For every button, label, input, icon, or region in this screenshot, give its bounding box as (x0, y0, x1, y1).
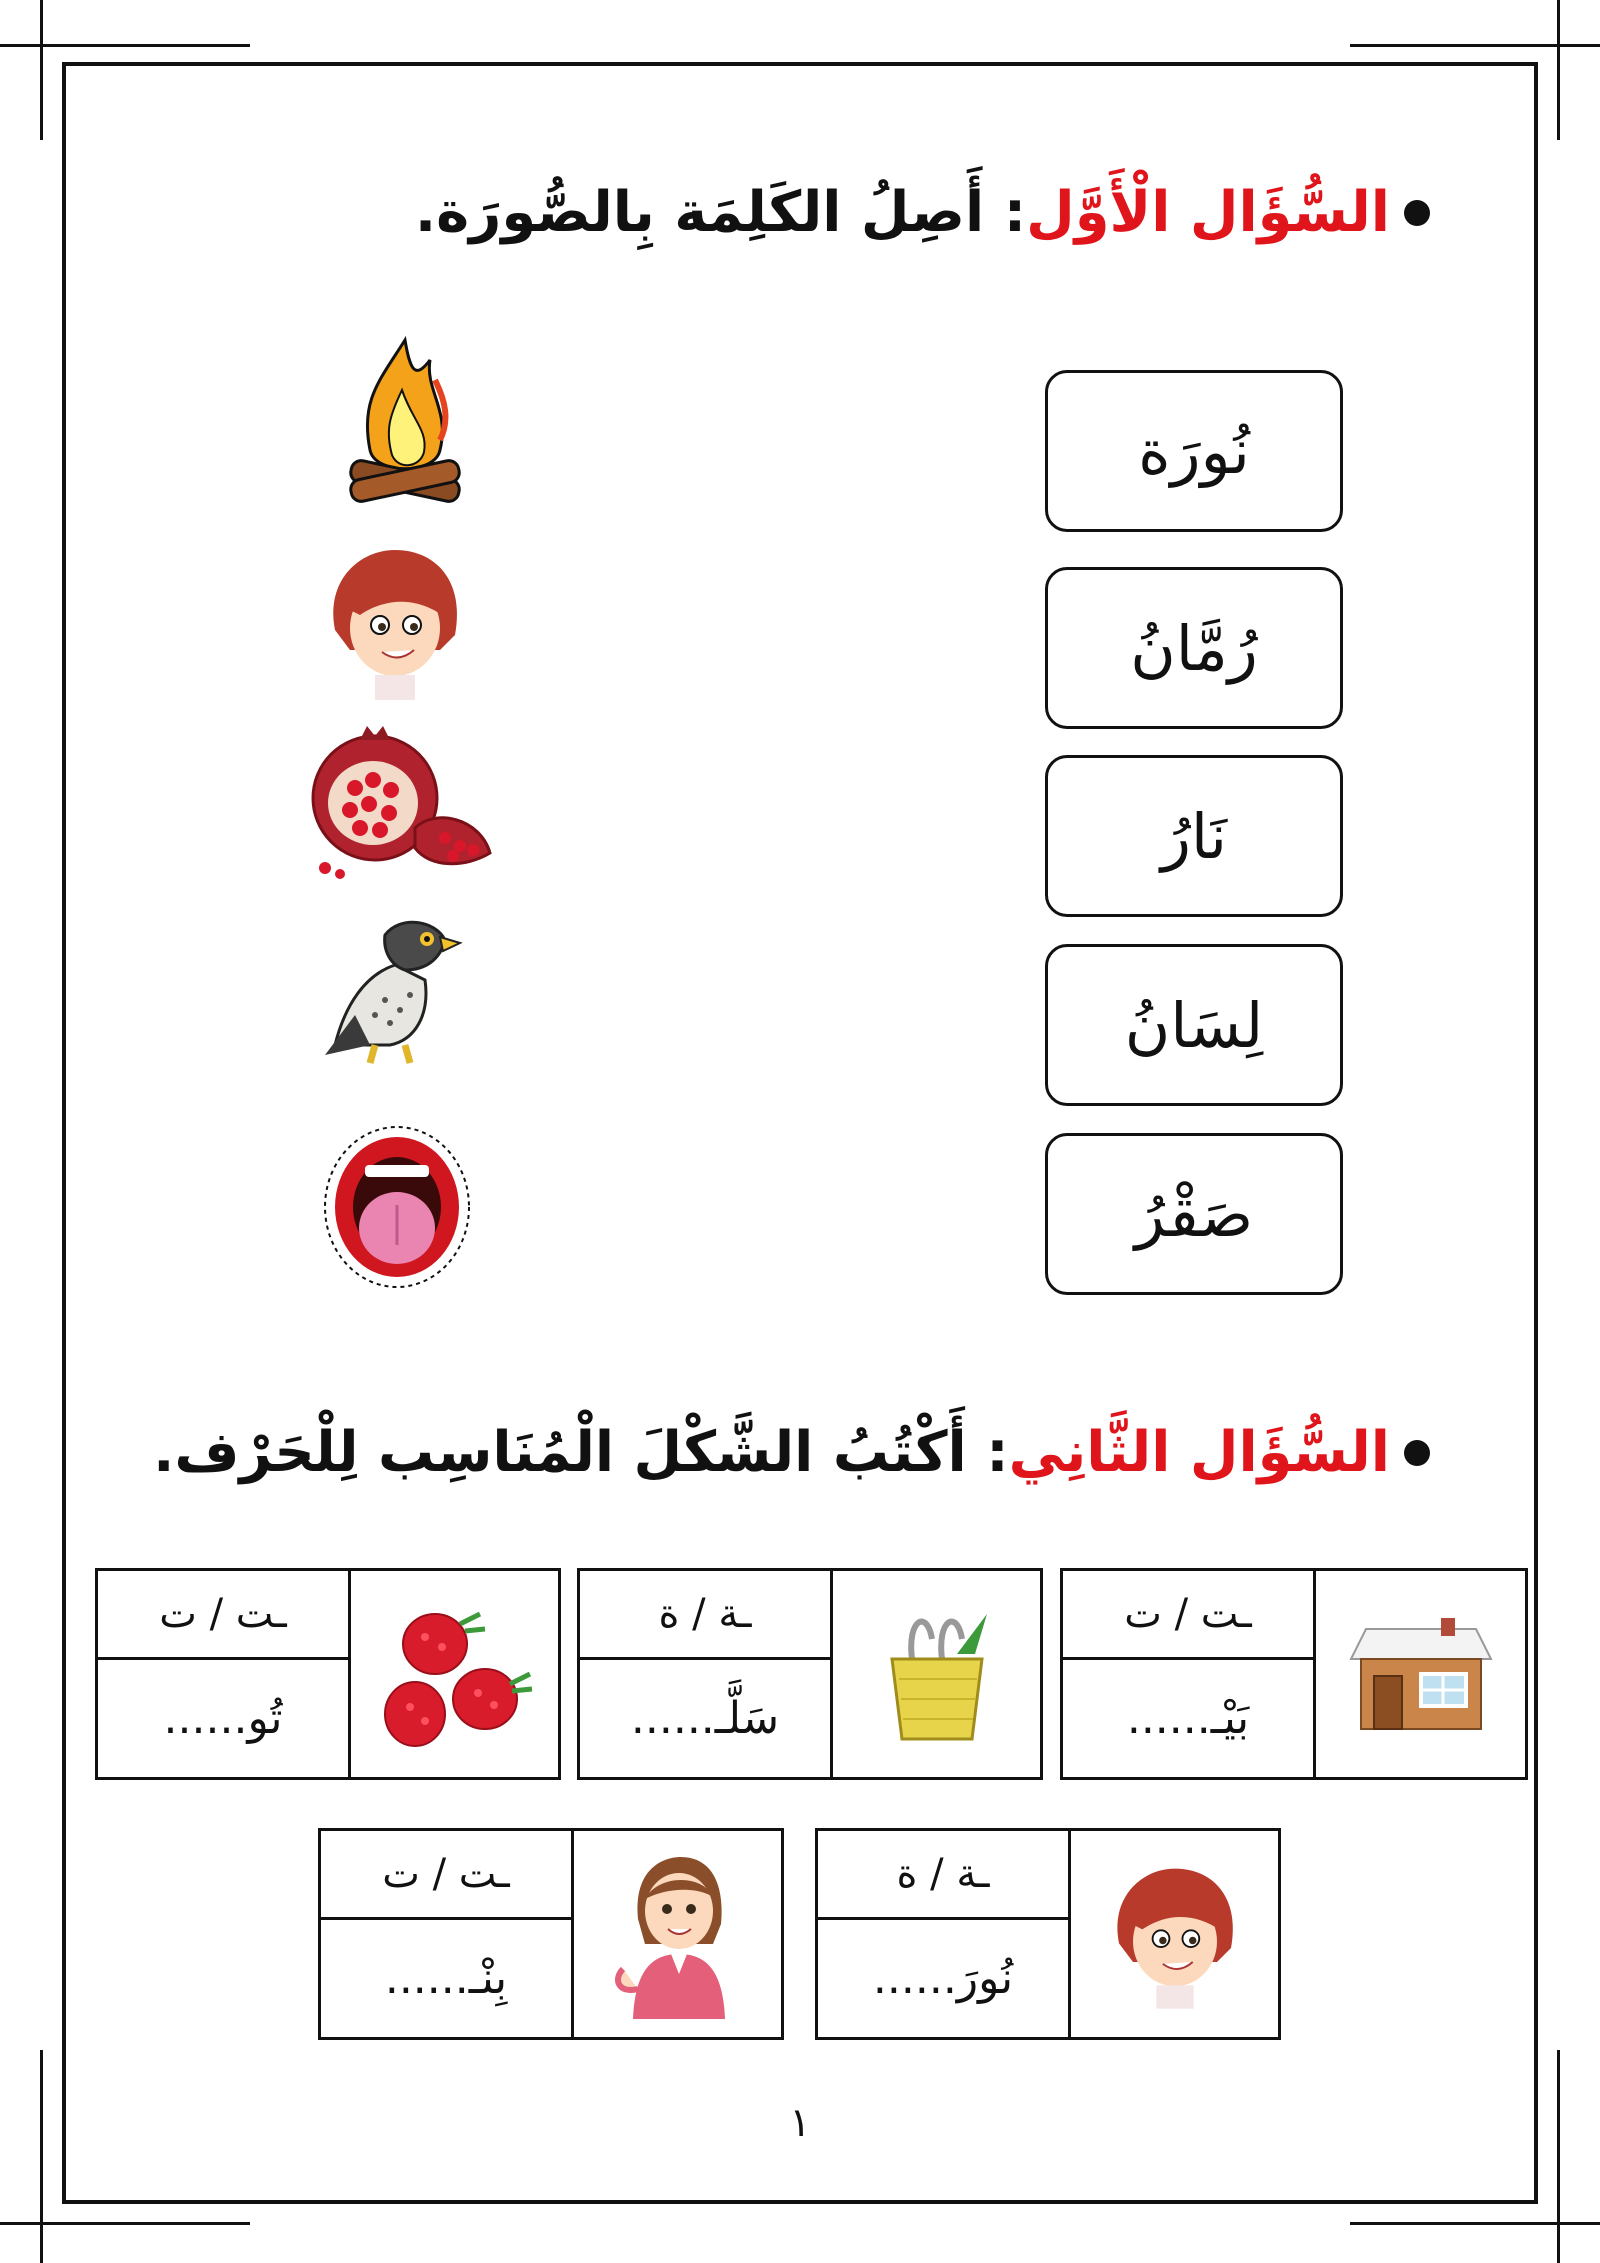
question-2-heading (153, 1420, 1430, 1485)
page-number: ١ (789, 2100, 811, 2146)
word-box-4[interactable]: لِسَانُ (1045, 944, 1343, 1106)
word-box-2[interactable]: رُمَّانُ (1045, 567, 1343, 729)
word-box-1[interactable]: نُورَة (1045, 370, 1343, 532)
word-blank[interactable]: نُورَ...... (872, 1953, 1014, 2004)
word-box-5[interactable]: صَقْرُ (1045, 1133, 1343, 1295)
letter-options: ـت / ت (98, 1571, 348, 1660)
letter-options: ـت / ت (321, 1831, 571, 1920)
tongue-icon[interactable] (320, 1120, 475, 1295)
woman-icon (613, 1849, 743, 2019)
letter-options: ـة / ة (580, 1571, 830, 1660)
fill-table-4 (815, 1828, 1281, 2040)
girl-icon[interactable] (320, 540, 470, 700)
house-icon (1346, 1614, 1496, 1734)
pomegranate-icon[interactable] (305, 718, 495, 883)
question-2-text: : أَكْتُبُ الشَّكْلَ الْمُنَاسِب لِلْحَرْف. (153, 1420, 1009, 1485)
falcon-icon[interactable] (315, 905, 475, 1070)
word-blank[interactable]: بَيْـ...... (1126, 1693, 1250, 1744)
bullet-icon (1404, 200, 1430, 226)
fire-icon[interactable] (340, 330, 470, 515)
question-1-text: : أَصِلُ الكَلِمَة بِالصُّورَة. (414, 180, 1027, 245)
girl-icon (1105, 1859, 1245, 2009)
question-2-label: السُّؤَال الثَّانِي (1008, 1420, 1390, 1485)
letter-options: ـة / ة (818, 1831, 1068, 1920)
basket-icon (877, 1599, 997, 1749)
letter-options: ـت / ت (1063, 1571, 1313, 1660)
raspberry-icon (370, 1589, 540, 1759)
question-1-label: السُّؤَال الْأَوَّل (1026, 180, 1390, 245)
fill-table-3 (95, 1568, 561, 1780)
word-blank[interactable]: تُو...... (163, 1693, 283, 1744)
word-blank[interactable]: سَلَّـ...... (630, 1693, 780, 1744)
fill-table-1 (1060, 1568, 1528, 1780)
bullet-icon (1404, 1440, 1430, 1466)
word-blank[interactable]: بِنْـ...... (384, 1953, 508, 2004)
fill-table-5 (318, 1828, 784, 2040)
word-box-3[interactable]: نَارُ (1045, 755, 1343, 917)
fill-table-2 (577, 1568, 1043, 1780)
question-1-heading (415, 180, 1430, 245)
